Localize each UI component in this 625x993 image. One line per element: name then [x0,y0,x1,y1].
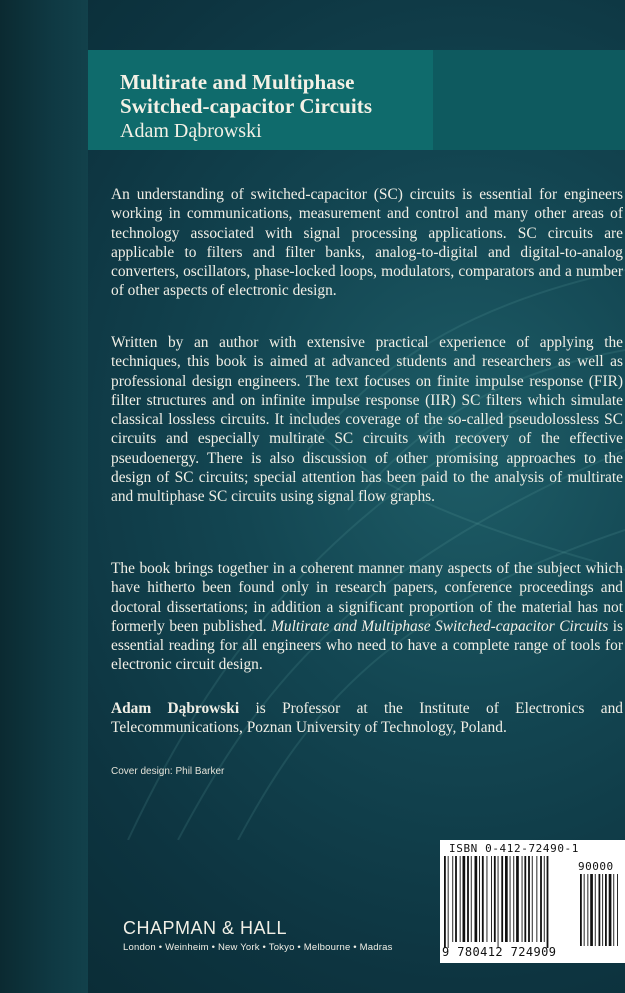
barcode-bar [463,856,466,942]
barcode-bar [505,856,508,942]
barcode-bar [475,856,478,942]
blurb-p3-text: The book brings together in a coherent manner many aspects of the subject which have hitherto been found only in research papers, conference proceedings and doctoral dissertations; in addition a significant proportion of the material has not formerly been published. [111,560,623,635]
barcode-bar [444,856,446,948]
barcode-bar [532,856,533,942]
addon-bar [595,874,596,946]
barcode-bar [528,856,530,942]
barcode-bar [452,856,453,942]
barcode-bar [455,856,457,942]
price-addon-number: 90000 [578,860,614,873]
barcode-bar [479,856,480,942]
blurb-p3-book-title: Multirate and Multiphase Switched-capacitor Circuits [271,617,609,635]
addon-bar [584,874,585,946]
blurb-paragraph-1: An understanding of switched-capacitor (SC) circuits is essential for engineers working in communications, measurement and control and many other areas of technology associated with signal processing applications. SC circuits are applicable to filters and filter banks, analog-to-digital and digital-to-analog converters, oscillators, phase-locked loops, modulators, comparators and a number of other aspects of electronic design. [111,186,623,300]
addon-bar [609,874,612,946]
barcode-bar [516,856,519,942]
barcode-bar [498,856,499,948]
addon-bar [580,874,582,946]
blurb-p3-text-end: is essential reading for all engineers who need to have a complete range of tools for electronic circuit design. [111,617,623,674]
barcode-bar [510,856,511,942]
barcode-bar [467,856,469,942]
author-bio [111,699,623,738]
isbn-number: ISBN 0-412-72490-1 [449,842,580,855]
barcode-bar [522,856,523,942]
addon-bar [602,874,603,946]
barcode-number: 9 780412 724909 [442,945,557,959]
barcode-bar [524,856,526,942]
publisher-logo [123,918,393,953]
author-bio-text: is Professor at the Institute of Electronics and Telecommunications, Poznan University of Technology, Poland. [111,700,623,737]
cover-design-credit: Cover design: Phil Barker [111,766,225,777]
publisher-cities: London • Weinheim • New York • Tokyo • Melbourne • Madras [123,942,393,953]
book-author: Adam Dąbrowski [120,120,262,142]
barcode-bar [471,856,472,942]
blurb-paragraph-3 [111,559,623,675]
author-bio-name: Adam Dąbrowski [111,700,240,717]
addon-bar [605,874,607,946]
barcode-bar [448,856,449,948]
addon-bar [613,874,614,946]
barcode-bar [460,856,461,942]
blurb-paragraph-2: Written by an author with extensive practical experience of applying the techniques, this book is aimed at advanced students and researchers as well as professional design engineers. The text focuses on finite impulse response (FIR) filter structures and on infinite impulse response (IIR) SC filters which simulate classical lossless circuits. It includes coverage of the so-called pseudolossless SC circuits and especially multirate SC circuits with recovery of the effective pseudoenergy. There is also discussion of other promising approaches to the design of SC circuits; special attention has been paid to the analysis of multirate and multiphase SC circuits using signal flow graphs. [111,334,623,506]
barcode-bar [544,856,545,942]
barcode-bar [536,856,537,942]
book-title-line-2: Switched-capacitor Circuits [120,94,373,118]
barcode-bar [547,856,549,948]
addon-bar [590,874,593,946]
addon-bar [617,874,618,946]
barcode-bar [540,856,542,942]
barcode-bar [513,856,514,942]
addon-bar [587,874,588,946]
barcode-bar [491,856,492,942]
spine-edge [0,0,88,993]
addon-bar [599,874,601,946]
barcode-bar [501,856,503,942]
book-title-line-1: Multirate and Multiphase [120,70,355,94]
publisher-name: CHAPMAN & HALL [123,918,288,938]
barcode-bar [487,856,488,942]
title-block [120,70,620,144]
barcode-bar [482,856,484,942]
barcode-bar [494,856,496,942]
